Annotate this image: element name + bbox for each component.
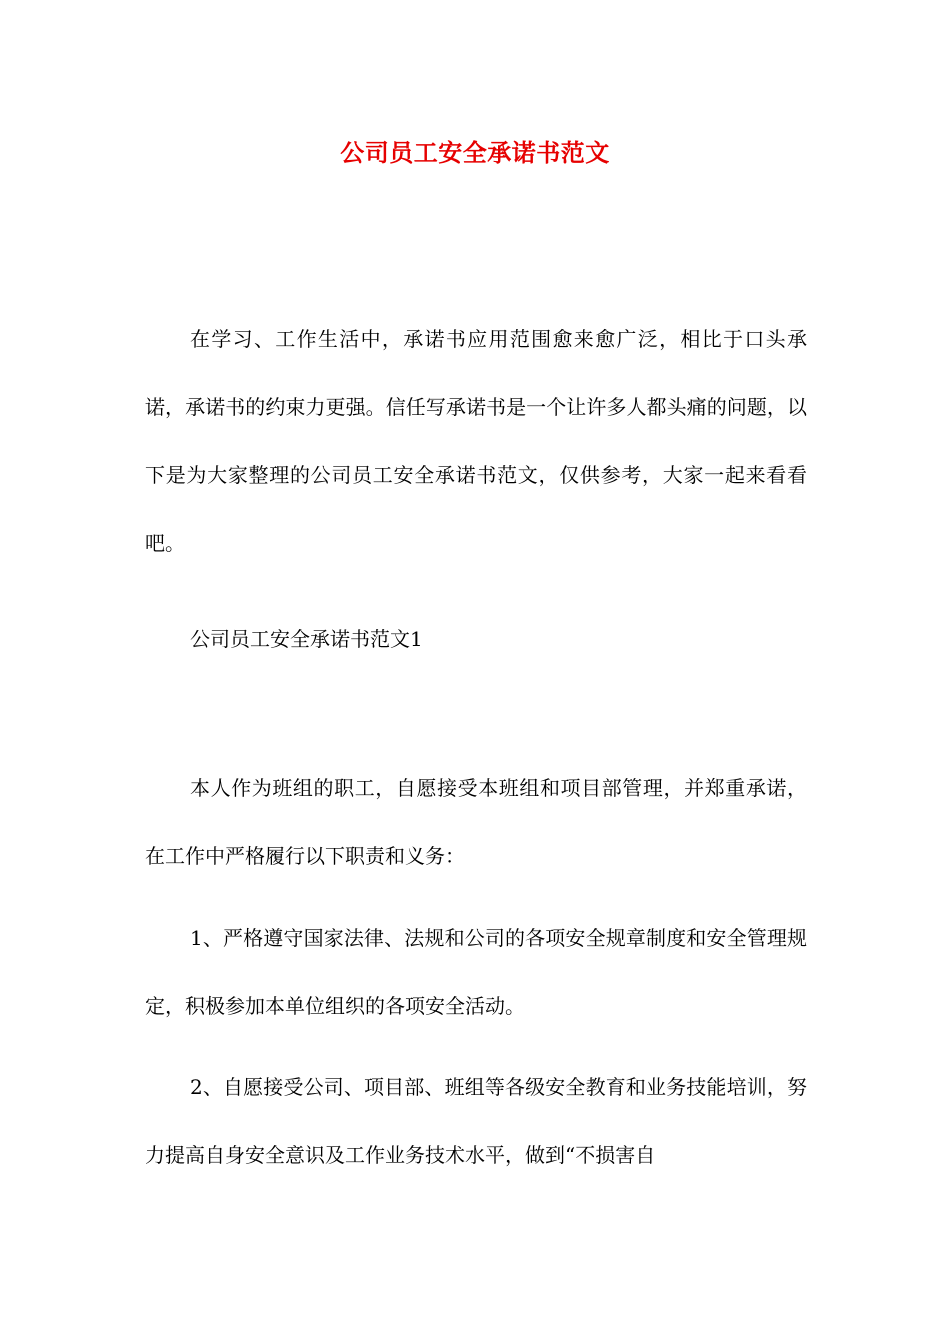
- clause-1-paragraph: 1、严格遵守国家法律、法规和公司的各项安全规章制度和安全管理规定，积极参加本单位组织的各项安全活动。: [145, 926, 807, 1018]
- section-heading: 公司员工安全承诺书范文1: [190, 627, 423, 651]
- clause-2-paragraph: 2、自愿接受公司、项目部、班组等各级安全教育和业务技能培训，努力提高自身安全意识及工作业务技术水平，做到“不损害自: [145, 1075, 807, 1167]
- intro-paragraph: 在学习、工作生活中，承诺书应用范围愈来愈广泛，相比于口头承诺，承诺书的约束力更强。信任写承诺书是一个让许多人都头痛的问题，以下是为大家整理的公司员工安全承诺书范文，仅供参考，大家一起来看看吧。: [145, 327, 807, 555]
- commitment-paragraph: 本人作为班组的职工，自愿接受本班组和项目部管理，并郑重承诺，在工作中严格履行以下职责和义务：: [145, 776, 807, 868]
- document-title: 公司员工安全承诺书范文: [340, 138, 610, 167]
